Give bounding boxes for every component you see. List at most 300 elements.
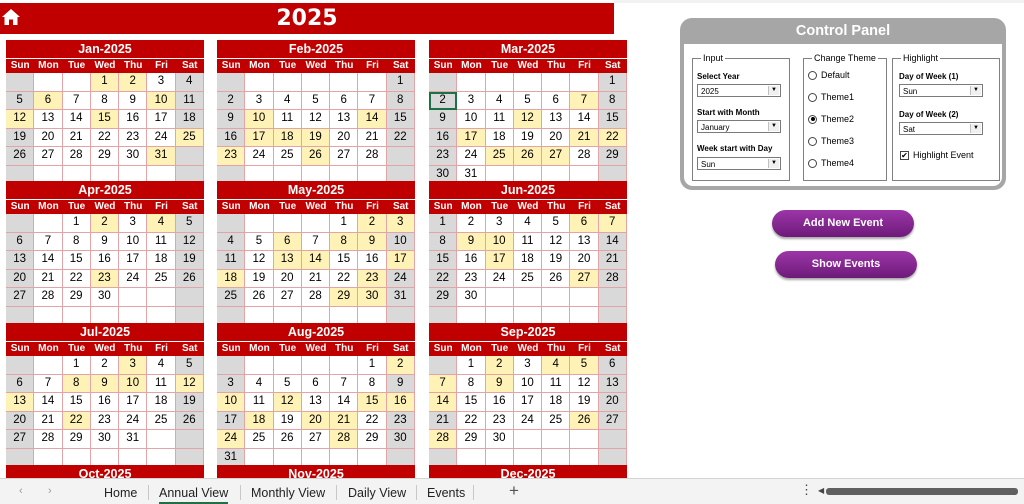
day-cell[interactable]: 5: [245, 233, 273, 252]
day-cell[interactable]: 29: [457, 430, 485, 449]
day-cell[interactable]: 18: [486, 129, 514, 148]
day-cell[interactable]: 31: [147, 147, 175, 166]
day-cell[interactable]: 26: [542, 270, 570, 289]
day-cell[interactable]: 30: [486, 430, 514, 449]
add-new-event-button[interactable]: Add New Event: [772, 210, 914, 237]
theme-radio[interactable]: [808, 159, 817, 168]
day-cell[interactable]: [302, 356, 330, 375]
day-cell[interactable]: 29: [599, 147, 627, 166]
day-cell[interactable]: 22: [457, 412, 485, 431]
day-cell[interactable]: 2: [387, 356, 415, 375]
day-cell[interactable]: 28: [429, 430, 457, 449]
day-cell[interactable]: 3: [245, 92, 273, 111]
day-cell[interactable]: 1: [330, 214, 358, 233]
day-cell[interactable]: 2: [217, 92, 245, 111]
day-cell[interactable]: 30: [358, 288, 386, 307]
day-cell[interactable]: [119, 288, 147, 307]
day-cell[interactable]: 24: [119, 412, 147, 431]
day-cell[interactable]: 1: [429, 214, 457, 233]
scroll-left-icon[interactable]: ◀: [818, 486, 825, 495]
day-cell[interactable]: 14: [34, 393, 62, 412]
day-cell[interactable]: [217, 356, 245, 375]
day-cell[interactable]: 3: [514, 356, 542, 375]
day-cell[interactable]: 5: [302, 92, 330, 111]
day-cell[interactable]: [570, 430, 598, 449]
day-cell[interactable]: 7: [34, 233, 62, 252]
day-cell[interactable]: 25: [147, 412, 175, 431]
show-events-button[interactable]: Show Events: [775, 251, 917, 278]
day-cell[interactable]: [429, 356, 457, 375]
day-cell[interactable]: 13: [302, 393, 330, 412]
day-cell[interactable]: 23: [217, 147, 245, 166]
day-cell[interactable]: 14: [570, 110, 598, 129]
day-cell[interactable]: 20: [570, 251, 598, 270]
day-cell[interactable]: 8: [387, 92, 415, 111]
day-cell[interactable]: 24: [147, 129, 175, 148]
day-cell[interactable]: 3: [147, 73, 175, 92]
day-cell[interactable]: 21: [330, 412, 358, 431]
day-cell[interactable]: 14: [429, 393, 457, 412]
day-cell[interactable]: 22: [429, 270, 457, 289]
day-cell[interactable]: 27: [6, 430, 34, 449]
day-cell[interactable]: 4: [274, 92, 302, 111]
day-cell[interactable]: 26: [176, 412, 204, 431]
day-cell[interactable]: 21: [63, 129, 91, 148]
day-cell[interactable]: 13: [542, 110, 570, 129]
day-cell[interactable]: [542, 430, 570, 449]
day-cell[interactable]: 15: [429, 251, 457, 270]
day-cell[interactable]: 13: [599, 375, 627, 394]
day-cell[interactable]: 25: [147, 270, 175, 289]
day-cell[interactable]: 6: [599, 356, 627, 375]
day-cell[interactable]: 9: [91, 233, 119, 252]
day-cell[interactable]: [147, 430, 175, 449]
chevron-down-icon[interactable]: ▼: [768, 86, 779, 95]
day-cell[interactable]: 29: [429, 288, 457, 307]
day-cell[interactable]: [245, 356, 273, 375]
day-cell[interactable]: 9: [119, 92, 147, 111]
day-cell[interactable]: 10: [457, 110, 485, 129]
day-cell[interactable]: 18: [514, 251, 542, 270]
day-cell[interactable]: 15: [358, 393, 386, 412]
day-cell[interactable]: 4: [147, 214, 175, 233]
day-cell[interactable]: 21: [358, 129, 386, 148]
day-cell[interactable]: 2: [486, 356, 514, 375]
day-cell[interactable]: 30: [91, 288, 119, 307]
day-cell[interactable]: 15: [457, 393, 485, 412]
day-cell[interactable]: 27: [34, 147, 62, 166]
day-cell[interactable]: 10: [217, 393, 245, 412]
sheet-tab[interactable]: Monthly View: [251, 486, 326, 500]
day-cell[interactable]: 14: [330, 393, 358, 412]
day-cell[interactable]: 3: [486, 214, 514, 233]
day-cell[interactable]: 2: [119, 73, 147, 92]
day-cell[interactable]: 4: [217, 233, 245, 252]
horizontal-scrollbar[interactable]: [826, 488, 1018, 495]
day-cell[interactable]: 10: [245, 110, 273, 129]
day-cell[interactable]: 8: [330, 233, 358, 252]
day-cell[interactable]: 6: [274, 233, 302, 252]
day-cell[interactable]: 5: [570, 356, 598, 375]
day-cell[interactable]: 18: [274, 129, 302, 148]
day-cell[interactable]: 24: [245, 147, 273, 166]
day-cell[interactable]: 8: [91, 92, 119, 111]
day-cell[interactable]: 12: [176, 375, 204, 394]
day-cell[interactable]: 10: [486, 233, 514, 252]
day-cell[interactable]: 24: [387, 270, 415, 289]
day-cell[interactable]: 4: [542, 356, 570, 375]
day-cell[interactable]: 22: [358, 412, 386, 431]
day-cell[interactable]: 22: [599, 129, 627, 148]
day-cell[interactable]: 26: [570, 412, 598, 431]
day-cell[interactable]: 12: [6, 110, 34, 129]
day-cell[interactable]: 16: [429, 129, 457, 148]
day-cell[interactable]: 12: [514, 110, 542, 129]
day-cell[interactable]: 7: [570, 92, 598, 111]
day-cell[interactable]: 26: [6, 147, 34, 166]
day-cell[interactable]: 21: [599, 251, 627, 270]
day-cell[interactable]: [176, 430, 204, 449]
day-cell[interactable]: [514, 288, 542, 307]
day-cell[interactable]: 9: [217, 110, 245, 129]
day-cell[interactable]: 8: [63, 233, 91, 252]
day-cell[interactable]: 10: [119, 233, 147, 252]
day-cell[interactable]: [599, 288, 627, 307]
day-cell[interactable]: 5: [274, 375, 302, 394]
day-cell[interactable]: 29: [63, 288, 91, 307]
day-cell[interactable]: 7: [302, 233, 330, 252]
day-cell[interactable]: [245, 73, 273, 92]
day-cell[interactable]: 19: [542, 251, 570, 270]
day-cell[interactable]: [486, 73, 514, 92]
day-cell[interactable]: 31: [119, 430, 147, 449]
day-cell[interactable]: 21: [302, 270, 330, 289]
day-cell[interactable]: 10: [147, 92, 175, 111]
day-cell[interactable]: 5: [6, 92, 34, 111]
day-cell[interactable]: 15: [63, 251, 91, 270]
sheet-tab[interactable]: Home: [104, 486, 138, 500]
day-cell[interactable]: 20: [34, 129, 62, 148]
day-cell[interactable]: 2: [358, 214, 386, 233]
day-cell[interactable]: 15: [91, 110, 119, 129]
day-cell[interactable]: 18: [147, 393, 175, 412]
day-cell[interactable]: 9: [358, 233, 386, 252]
day-cell[interactable]: [63, 73, 91, 92]
day-cell[interactable]: 17: [119, 393, 147, 412]
day-cell[interactable]: 6: [542, 92, 570, 111]
day-cell[interactable]: 12: [245, 251, 273, 270]
day-cell[interactable]: [429, 73, 457, 92]
day-cell[interactable]: 17: [387, 251, 415, 270]
day-cell[interactable]: 28: [330, 430, 358, 449]
day-cell[interactable]: [486, 288, 514, 307]
day-cell[interactable]: 7: [599, 214, 627, 233]
day-cell[interactable]: 22: [330, 270, 358, 289]
day-cell[interactable]: 25: [514, 270, 542, 289]
add-sheet-button[interactable]: +: [509, 481, 519, 500]
day-cell[interactable]: 21: [570, 129, 598, 148]
day-cell[interactable]: 17: [147, 110, 175, 129]
day-cell[interactable]: 2: [429, 92, 457, 111]
day-cell[interactable]: [570, 73, 598, 92]
day-cell[interactable]: [514, 73, 542, 92]
tab-scroll-right-icon[interactable]: ›: [48, 485, 52, 497]
day-cell[interactable]: 11: [486, 110, 514, 129]
day-cell[interactable]: 11: [274, 110, 302, 129]
day-cell[interactable]: 1: [358, 356, 386, 375]
day-cell[interactable]: 1: [63, 356, 91, 375]
day-cell[interactable]: 16: [91, 251, 119, 270]
sheet-tab[interactable]: Daily View: [348, 486, 407, 500]
week-start-dropdown[interactable]: [697, 157, 781, 170]
day-cell[interactable]: 8: [599, 92, 627, 111]
day-cell[interactable]: 16: [217, 129, 245, 148]
day-cell[interactable]: 1: [387, 73, 415, 92]
day-cell[interactable]: 18: [147, 251, 175, 270]
day-cell[interactable]: 28: [570, 147, 598, 166]
day-cell[interactable]: [457, 73, 485, 92]
day-cell[interactable]: 25: [486, 147, 514, 166]
day-cell[interactable]: 24: [119, 270, 147, 289]
day-cell[interactable]: 5: [514, 92, 542, 111]
day-cell[interactable]: 25: [274, 147, 302, 166]
day-cell[interactable]: 16: [387, 393, 415, 412]
day-cell[interactable]: 8: [429, 233, 457, 252]
day-cell[interactable]: 1: [63, 214, 91, 233]
day-cell[interactable]: 15: [599, 110, 627, 129]
day-cell[interactable]: [217, 73, 245, 92]
day-cell[interactable]: 6: [6, 375, 34, 394]
day-cell[interactable]: 3: [387, 214, 415, 233]
day-cell[interactable]: 11: [542, 375, 570, 394]
day-cell[interactable]: [570, 288, 598, 307]
day-cell[interactable]: 19: [570, 393, 598, 412]
day-cell[interactable]: 27: [6, 288, 34, 307]
day-cell[interactable]: 13: [570, 233, 598, 252]
day-cell[interactable]: 16: [358, 251, 386, 270]
day-cell[interactable]: [217, 214, 245, 233]
day-cell[interactable]: 4: [486, 92, 514, 111]
day-cell[interactable]: 9: [429, 110, 457, 129]
dow1-dropdown[interactable]: [899, 84, 983, 97]
chevron-down-icon[interactable]: ▼: [768, 122, 779, 131]
day-cell[interactable]: 8: [358, 375, 386, 394]
day-cell[interactable]: 7: [429, 375, 457, 394]
day-cell[interactable]: 7: [330, 375, 358, 394]
day-cell[interactable]: 14: [358, 110, 386, 129]
day-cell[interactable]: [542, 73, 570, 92]
day-cell[interactable]: [176, 147, 204, 166]
day-cell[interactable]: 13: [274, 251, 302, 270]
theme-option[interactable]: [808, 68, 850, 82]
day-cell[interactable]: [274, 214, 302, 233]
day-cell[interactable]: 4: [514, 214, 542, 233]
day-cell[interactable]: 23: [429, 147, 457, 166]
day-cell[interactable]: 23: [119, 129, 147, 148]
day-cell[interactable]: 22: [387, 129, 415, 148]
day-cell[interactable]: 15: [330, 251, 358, 270]
day-cell[interactable]: 17: [217, 412, 245, 431]
day-cell[interactable]: [34, 214, 62, 233]
day-cell[interactable]: 20: [330, 129, 358, 148]
day-cell[interactable]: [274, 73, 302, 92]
dow2-dropdown[interactable]: [899, 122, 983, 135]
tab-scroll-left-icon[interactable]: ‹: [19, 485, 23, 497]
day-cell[interactable]: 18: [245, 412, 273, 431]
day-cell[interactable]: [34, 356, 62, 375]
day-cell[interactable]: 25: [217, 288, 245, 307]
day-cell[interactable]: 27: [542, 147, 570, 166]
day-cell[interactable]: 21: [429, 412, 457, 431]
day-cell[interactable]: 13: [6, 251, 34, 270]
day-cell[interactable]: 4: [245, 375, 273, 394]
day-cell[interactable]: 23: [486, 412, 514, 431]
day-cell[interactable]: 9: [387, 375, 415, 394]
day-cell[interactable]: 22: [91, 129, 119, 148]
start-month-dropdown[interactable]: [697, 120, 781, 133]
day-cell[interactable]: 12: [542, 233, 570, 252]
day-cell[interactable]: 23: [91, 412, 119, 431]
day-cell[interactable]: 6: [6, 233, 34, 252]
day-cell[interactable]: 18: [176, 110, 204, 129]
day-cell[interactable]: 8: [63, 375, 91, 394]
day-cell[interactable]: 21: [34, 412, 62, 431]
day-cell[interactable]: 26: [302, 147, 330, 166]
day-cell[interactable]: 11: [176, 92, 204, 111]
day-cell[interactable]: 27: [302, 430, 330, 449]
day-cell[interactable]: 9: [91, 375, 119, 394]
day-cell[interactable]: 25: [245, 430, 273, 449]
day-cell[interactable]: 25: [542, 412, 570, 431]
day-cell[interactable]: 31: [457, 166, 485, 185]
day-cell[interactable]: 28: [599, 270, 627, 289]
day-cell[interactable]: 12: [302, 110, 330, 129]
day-cell[interactable]: 20: [6, 412, 34, 431]
day-cell[interactable]: 22: [63, 270, 91, 289]
theme-option[interactable]: [808, 112, 854, 126]
day-cell[interactable]: 7: [34, 375, 62, 394]
day-cell[interactable]: 28: [302, 288, 330, 307]
day-cell[interactable]: 23: [358, 270, 386, 289]
day-cell[interactable]: 11: [217, 251, 245, 270]
highlight-event-checkbox[interactable]: ✔: [901, 150, 908, 160]
theme-radio[interactable]: [808, 115, 817, 124]
day-cell[interactable]: 19: [514, 129, 542, 148]
day-cell[interactable]: [274, 356, 302, 375]
day-cell[interactable]: 12: [274, 393, 302, 412]
day-cell[interactable]: 13: [34, 110, 62, 129]
day-cell[interactable]: 1: [91, 73, 119, 92]
day-cell[interactable]: 4: [176, 73, 204, 92]
day-cell[interactable]: [302, 73, 330, 92]
day-cell[interactable]: 17: [119, 251, 147, 270]
day-cell[interactable]: 10: [119, 375, 147, 394]
day-cell[interactable]: 28: [358, 147, 386, 166]
day-cell[interactable]: 22: [63, 412, 91, 431]
day-cell[interactable]: 7: [63, 92, 91, 111]
day-cell[interactable]: 25: [176, 129, 204, 148]
day-cell[interactable]: 16: [457, 251, 485, 270]
day-cell[interactable]: 20: [6, 270, 34, 289]
theme-radio[interactable]: [808, 93, 817, 102]
day-cell[interactable]: 10: [514, 375, 542, 394]
day-cell[interactable]: 3: [217, 375, 245, 394]
day-cell[interactable]: 23: [387, 412, 415, 431]
theme-option[interactable]: [808, 90, 854, 104]
day-cell[interactable]: 20: [274, 270, 302, 289]
day-cell[interactable]: [387, 147, 415, 166]
day-cell[interactable]: [599, 430, 627, 449]
theme-option[interactable]: [808, 134, 854, 148]
day-cell[interactable]: [302, 214, 330, 233]
day-cell[interactable]: [176, 288, 204, 307]
day-cell[interactable]: 14: [599, 233, 627, 252]
day-cell[interactable]: 24: [217, 430, 245, 449]
sheet-tab[interactable]: Events: [427, 486, 466, 500]
day-cell[interactable]: 23: [91, 270, 119, 289]
day-cell[interactable]: 11: [147, 375, 175, 394]
day-cell[interactable]: 27: [570, 270, 598, 289]
day-cell[interactable]: 3: [119, 356, 147, 375]
day-cell[interactable]: 11: [245, 393, 273, 412]
day-cell[interactable]: 20: [542, 129, 570, 148]
day-cell[interactable]: 14: [34, 251, 62, 270]
day-cell[interactable]: 29: [63, 430, 91, 449]
day-cell[interactable]: 30: [119, 147, 147, 166]
day-cell[interactable]: 30: [429, 166, 457, 185]
day-cell[interactable]: 2: [91, 356, 119, 375]
day-cell[interactable]: 5: [176, 214, 204, 233]
day-cell[interactable]: 6: [302, 375, 330, 394]
day-cell[interactable]: 17: [514, 393, 542, 412]
day-cell[interactable]: [330, 356, 358, 375]
day-cell[interactable]: 14: [63, 110, 91, 129]
day-cell[interactable]: 1: [599, 73, 627, 92]
day-cell[interactable]: 15: [387, 110, 415, 129]
day-cell[interactable]: 17: [486, 251, 514, 270]
day-cell[interactable]: 30: [91, 430, 119, 449]
theme-option[interactable]: [808, 156, 854, 170]
day-cell[interactable]: [542, 288, 570, 307]
day-cell[interactable]: 16: [486, 393, 514, 412]
day-cell[interactable]: 19: [245, 270, 273, 289]
day-cell[interactable]: 3: [457, 92, 485, 111]
day-cell[interactable]: 29: [358, 430, 386, 449]
day-cell[interactable]: 17: [457, 129, 485, 148]
day-cell[interactable]: 9: [486, 375, 514, 394]
chevron-down-icon[interactable]: ▼: [970, 86, 981, 95]
day-cell[interactable]: [6, 356, 34, 375]
day-cell[interactable]: 14: [302, 251, 330, 270]
day-cell[interactable]: 12: [176, 233, 204, 252]
day-cell[interactable]: 26: [514, 147, 542, 166]
day-cell[interactable]: 9: [457, 233, 485, 252]
sheet-tab[interactable]: Annual View: [159, 484, 228, 504]
day-cell[interactable]: 5: [542, 214, 570, 233]
day-cell[interactable]: 21: [34, 270, 62, 289]
day-cell[interactable]: 31: [217, 449, 245, 468]
highlight-event-checkbox-row[interactable]: [900, 150, 974, 160]
day-cell[interactable]: 3: [119, 214, 147, 233]
day-cell[interactable]: 28: [34, 288, 62, 307]
day-cell[interactable]: [6, 73, 34, 92]
day-cell[interactable]: 26: [274, 430, 302, 449]
day-cell[interactable]: 19: [274, 412, 302, 431]
day-cell[interactable]: 18: [217, 270, 245, 289]
day-cell[interactable]: [34, 73, 62, 92]
theme-radio[interactable]: [808, 71, 817, 80]
day-cell[interactable]: 8: [457, 375, 485, 394]
